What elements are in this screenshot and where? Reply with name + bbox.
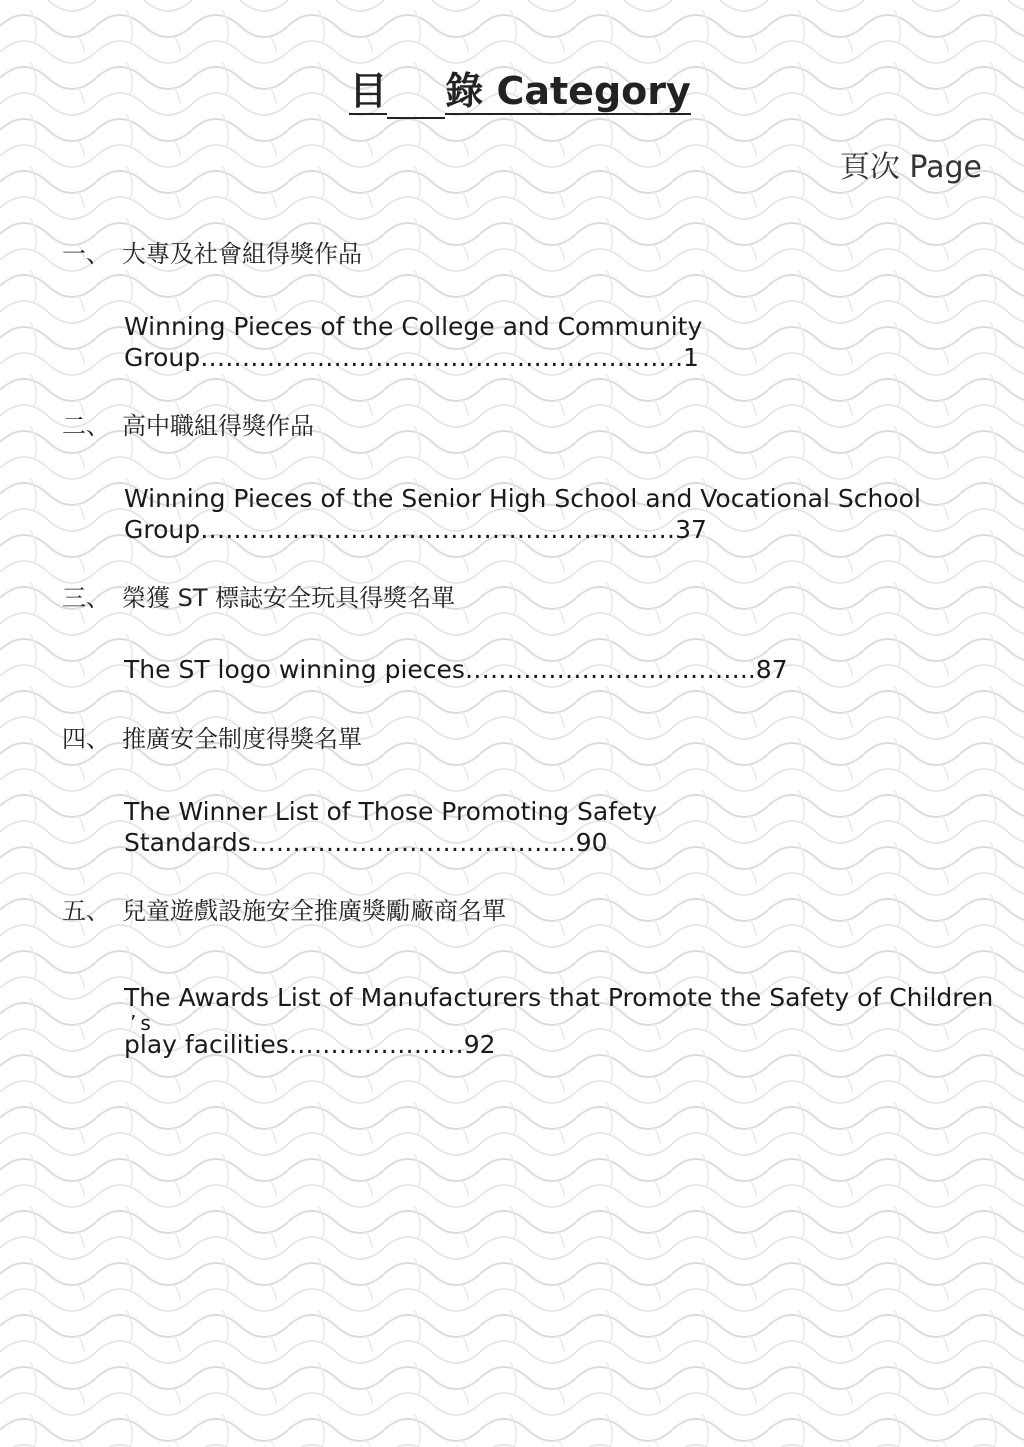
possessive-suffix: ’s	[130, 1011, 155, 1035]
section-number: 四、	[62, 725, 110, 753]
section-5-entry[interactable]	[124, 982, 993, 1060]
section-number: 五、	[62, 897, 110, 925]
section-3-heading	[62, 582, 455, 614]
section-1-heading	[62, 238, 362, 270]
entry-line-2: Group………………………………………………….1	[124, 343, 699, 372]
entry-line-1: Winning Pieces of the Senior High School and Vocational School	[124, 484, 921, 513]
section-3-entry[interactable]	[124, 654, 788, 685]
section-title-zh: 榮獲 ST 標誌安全玩具得獎名單	[122, 584, 456, 612]
entry-line-1: The Awards List of Manufacturers that Promote the Safety of Children	[124, 983, 994, 1012]
title-space	[483, 69, 496, 115]
entry-line-1: The Winner List of Those Promoting Safety	[124, 797, 657, 826]
section-title-zh: 推廣安全制度得獎名單	[122, 725, 362, 753]
page-column-label: 頁次 Page	[839, 150, 982, 185]
section-4-entry[interactable]	[124, 796, 657, 858]
title-en: Category	[496, 69, 691, 113]
section-title-zh: 大專及社會組得獎作品	[122, 240, 362, 268]
entry-line-2: Standards…………………………………90	[124, 828, 608, 857]
section-title-zh: 兒童遊戲設施安全推廣獎勵廠商名單	[122, 897, 506, 925]
section-5-heading	[62, 895, 506, 927]
section-number: 二、	[62, 412, 110, 440]
entry-line-2: play facilities…………………92	[124, 1030, 496, 1059]
page-title	[0, 66, 1024, 117]
section-number: 三、	[62, 584, 110, 612]
section-1-entry[interactable]	[124, 311, 702, 373]
section-2-entry[interactable]	[124, 483, 921, 545]
section-title-zh: 高中職組得獎作品	[122, 412, 314, 440]
entry-line-1: The ST logo winning pieces……………………………..87	[124, 655, 788, 684]
entry-line-2: Group…………………………………………………37	[124, 515, 707, 544]
section-2-heading	[62, 410, 314, 442]
section-number: 一、	[62, 240, 110, 268]
title-zh-part1: 目	[349, 69, 388, 113]
entry-line-1: Winning Pieces of the College and Community	[124, 312, 703, 341]
title-zh-part2: 錄	[445, 69, 484, 113]
title-underline-gap	[387, 115, 445, 119]
section-4-heading	[62, 723, 362, 755]
